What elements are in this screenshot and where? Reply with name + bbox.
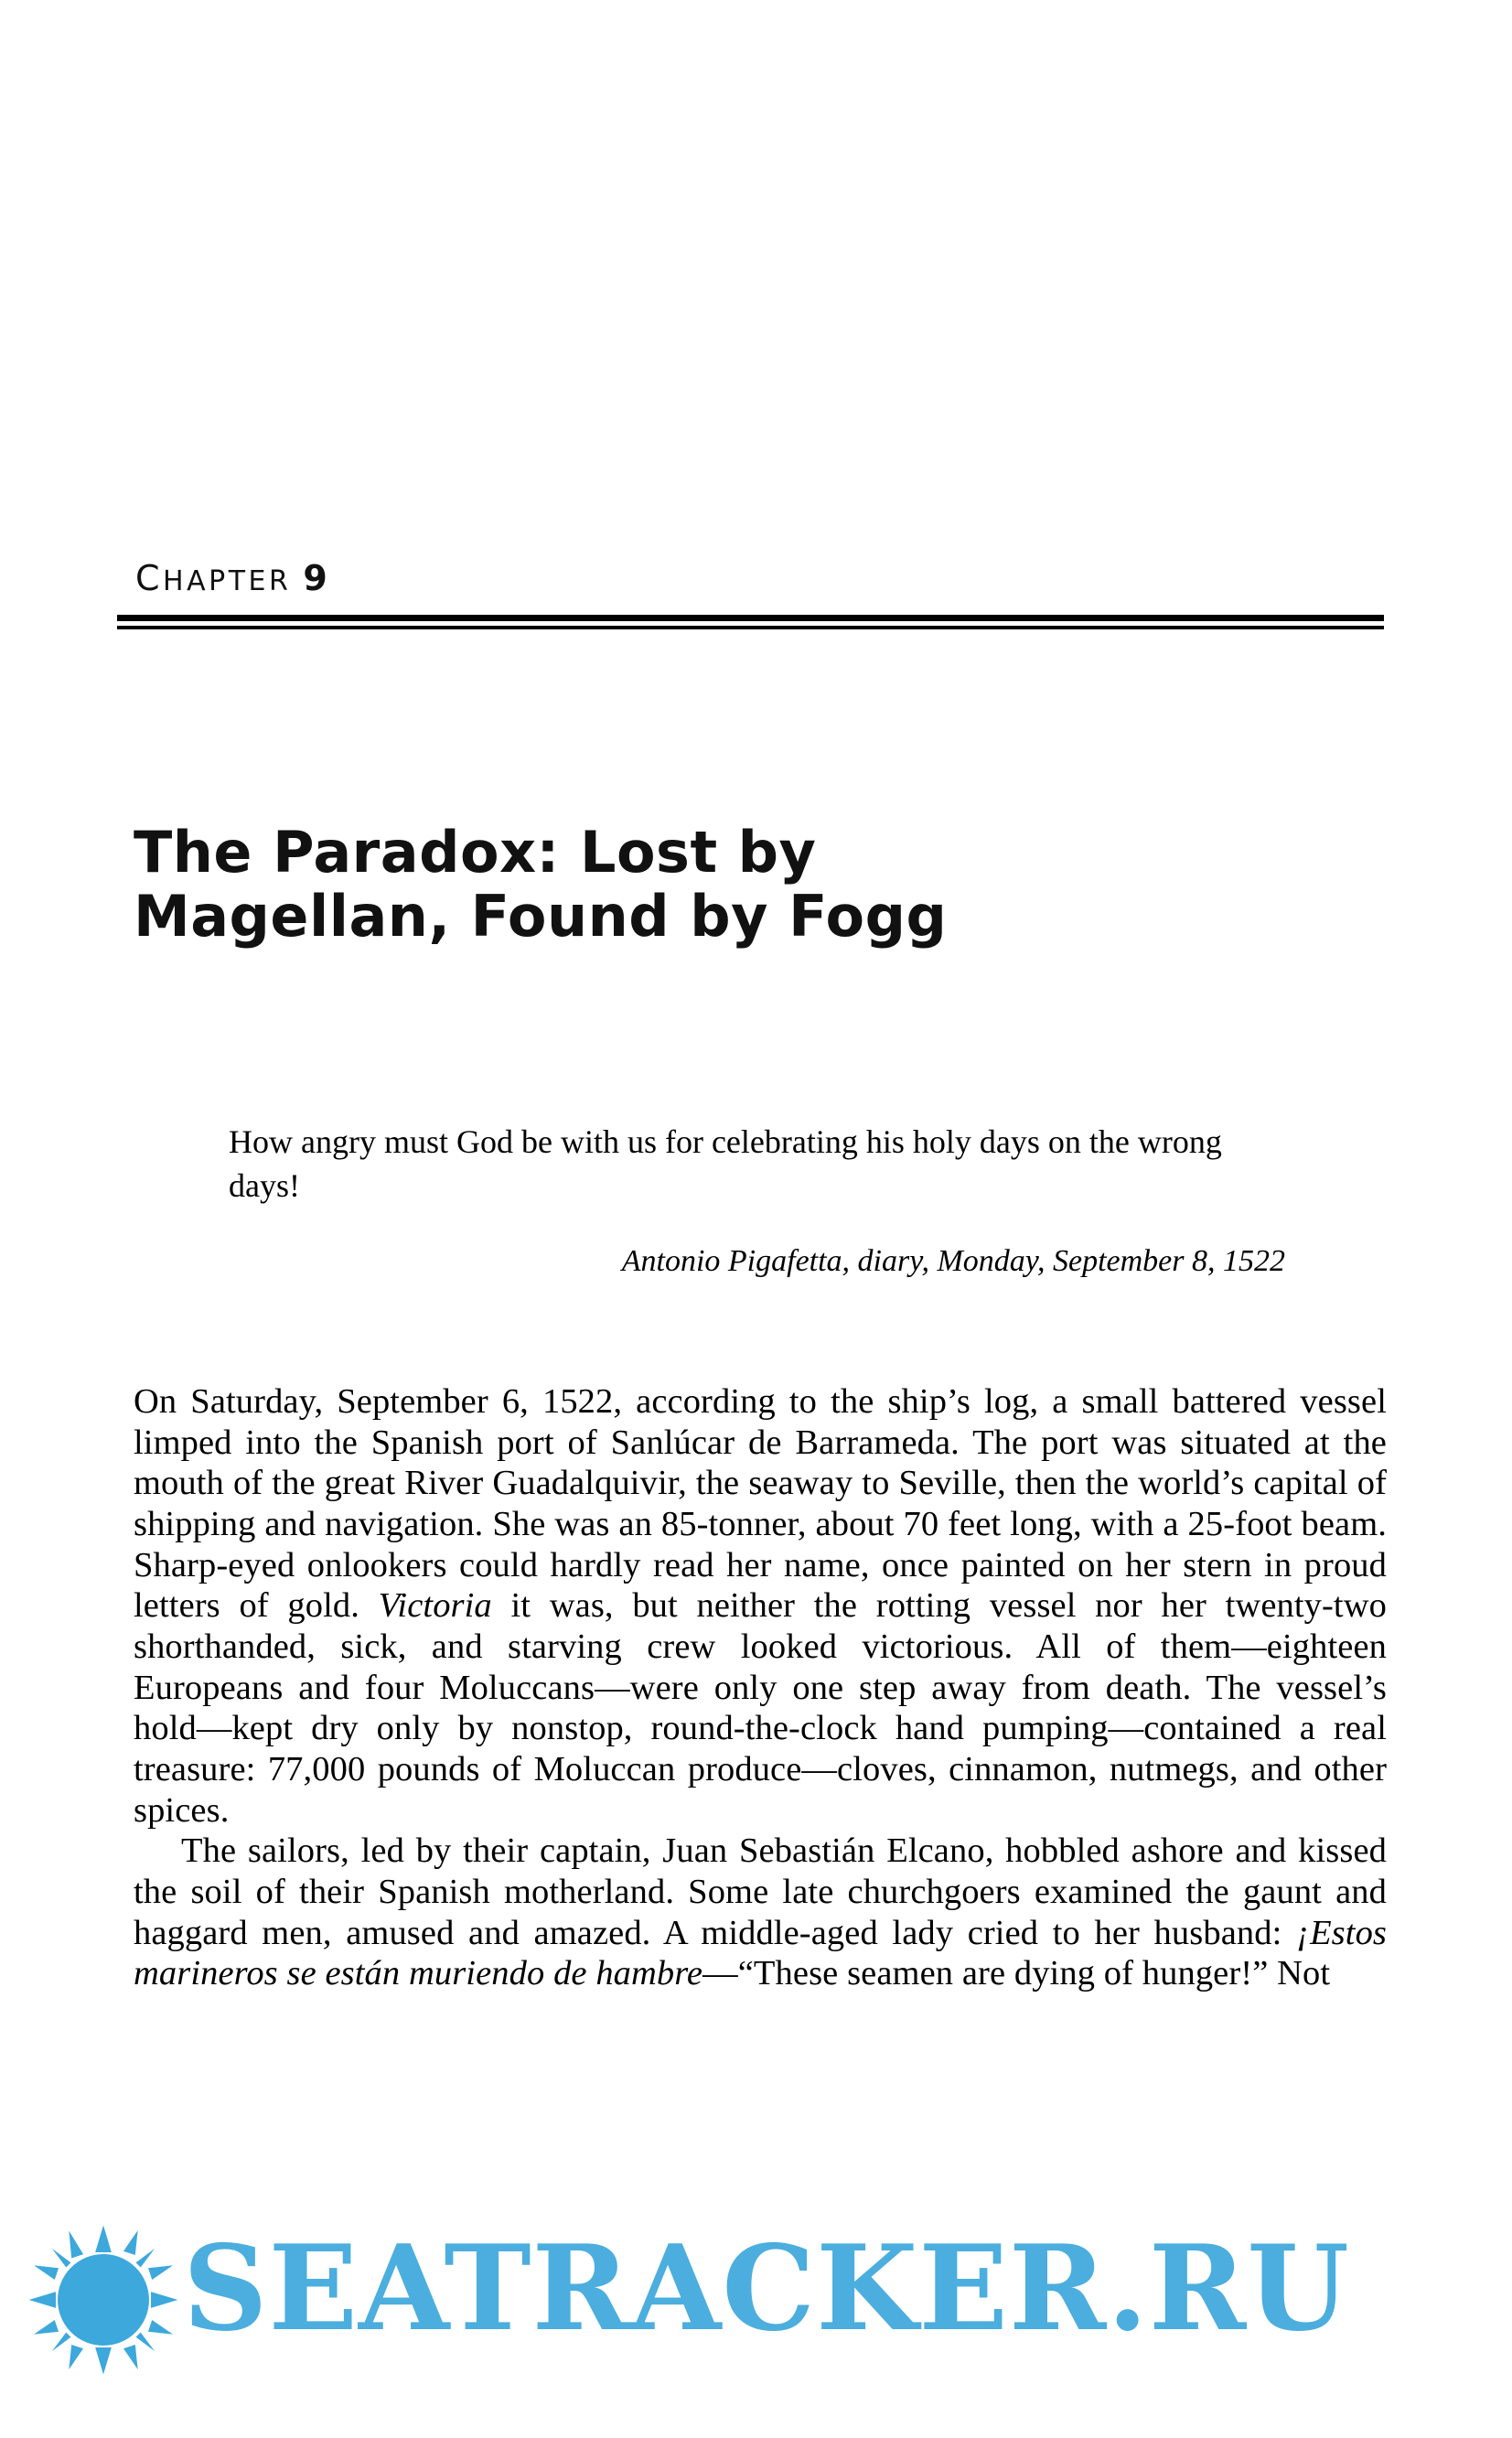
divider-rule-thick	[117, 615, 1384, 621]
page-title-line-2: Magellan, Found by Fogg	[134, 882, 948, 950]
epigraph	[229, 1121, 1271, 1208]
chapter-label-initial: C	[135, 558, 164, 598]
paragraph-2-italic: ¡Estos marineros se están muriendo de hambre	[134, 1913, 1387, 1993]
paragraph-1-part-1: On Saturday, September 6, 1522, according to the ship’s log, a small battered vessel limped into the Spanish port of Sanlúcar de Barrameda. The port was situated at the mouth of the great River Guadalquivir, the seaway to Seville, then the world’s capital of shipping and navigation. She was an 85-tonner, about 70 feet long, with a 25-foot beam. Sharp-eyed onlookers could hardly read her name, once painted on her stern in proud letters of gold.	[134, 1382, 1387, 1626]
body-text	[134, 1381, 1387, 1994]
paragraph-2	[134, 1831, 1387, 1994]
paragraph-2-part-2: —“These seamen are dying of hunger!” Not	[702, 1954, 1331, 1993]
page-title-line-1: The Paradox: Lost by	[134, 818, 817, 886]
chapter-label	[135, 558, 327, 598]
epigraph-attribution: Antonio Pigafetta, diary, Monday, September 8, 1522	[621, 1244, 1285, 1278]
watermark	[0, 2209, 1512, 2438]
paragraph-2-part-1: The sailors, led by their captain, Juan Sebastián Elcano, hobbled ashore and kissed the soil of their Spanish motherland. Some late churchgoers examined the gaunt and haggard men, amused and amazed. A middle-aged lady cried to her husband:	[134, 1831, 1387, 1952]
paragraph-1-part-2: it was, but neither the rotting vessel nor her twenty-two shorthanded, sick, and starving crew looked victorious. All of them—eighteen Europeans and four Moluccans—were only one step away from death. The vessel’s hold—kept dry only by nonstop, round-the-clock hand pumping—contained a real treasure: 77,000 pounds of Moluccan produce—cloves, cinnamon, nutmegs, and other spices.	[134, 1586, 1387, 1830]
divider-rule-thin	[117, 626, 1384, 629]
paragraph-1	[134, 1381, 1387, 1831]
chapter-label-text: HAPTER	[163, 565, 292, 597]
chapter-divider-rules	[117, 615, 1384, 629]
sun-burst-icon	[26, 2222, 181, 2378]
epigraph-text: How angry must God be with us for celebrating his holy days on the wrong days!	[229, 1123, 1222, 1204]
chapter-number: 9	[303, 558, 327, 598]
page-title	[134, 818, 1231, 950]
watermark-text: SEATRACKER.RU	[183, 2220, 1350, 2357]
paragraph-1-italic: Victoria	[378, 1586, 492, 1626]
